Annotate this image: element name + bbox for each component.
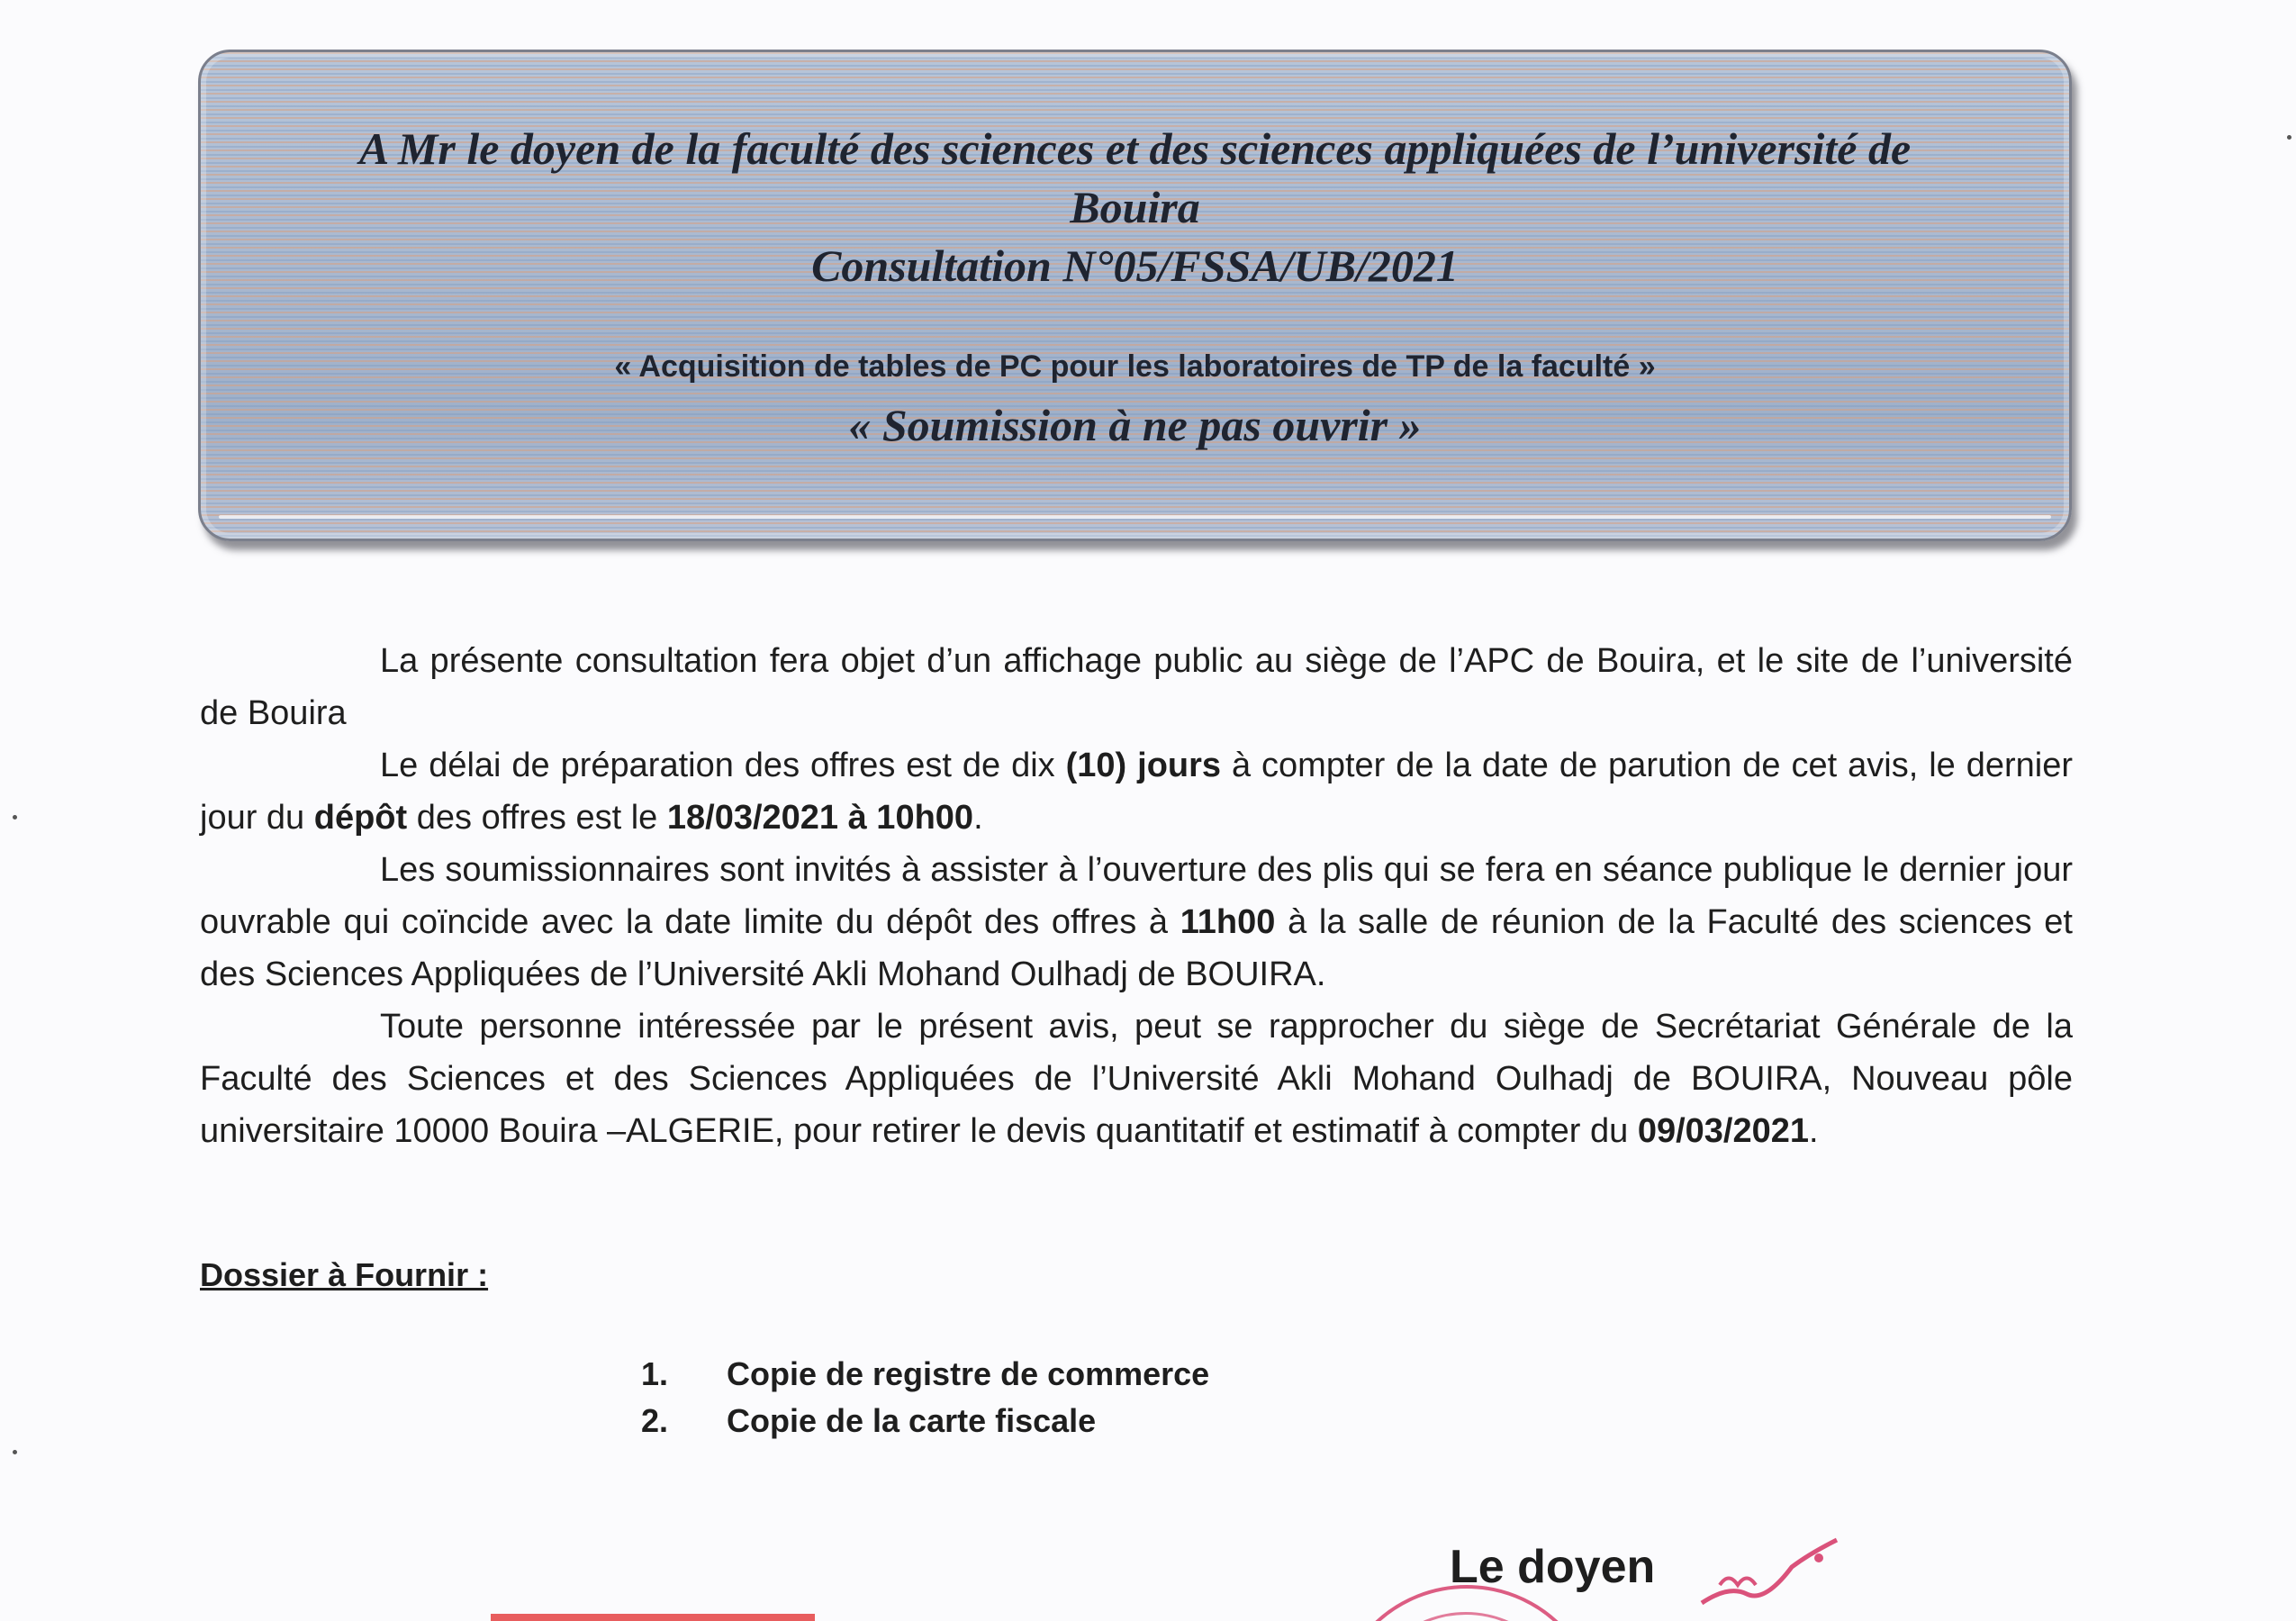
paragraph-deadline: Le délai de préparation des offres est de dix (10) jours à compter de la date de parution de cet avis, le dernier jour du dépôt des offres est le 18/03/2021 à 10h00. (200, 747, 2073, 837)
list-item: 1. Copie de registre de commerce (641, 1355, 1210, 1392)
addressee-city: Bouira (1070, 182, 1200, 232)
scan-speck (13, 1450, 17, 1454)
required-documents-list (641, 1351, 1209, 1444)
header-banner (198, 50, 2072, 541)
notice-body (200, 635, 2073, 1157)
signature-title: Le doyen (1450, 1541, 1656, 1593)
paragraph-opening: Les soumissionnaires sont invités à assister à l’ouverture des plis qui se fera en séance publique le dernier jour ouvrable qui coïncide avec la date limite du dépôt des offres à 11h00 à la salle de réunion de la Faculté des sciences et des Sciences Appliquées de l’Université Akli Mohand Oulhadj de BOUIRA. (200, 851, 2073, 993)
list-item: 2. Copie de la carte fiscale (641, 1402, 1097, 1439)
paragraph-contact: Toute personne intéressée par le présent avis, peut se rapprocher du siège de Secrétariat Générale de la Faculté des Sciences et des Sciences Appliquées de l’Université Akli Mohand Oulhadj de BOUIRA, Nouveau pôle universitaire 10000 Bouira –ALGERIE, pour retirer le devis quantitatif et estimatif à compter du 09/03/2021. (200, 1008, 2073, 1150)
stamp-handwriting-icon (1693, 1531, 1846, 1612)
header-divider (219, 515, 2051, 519)
addressee-line: A Mr le doyen de la faculté des sciences et des sciences appliquées de l’université de (358, 123, 1912, 174)
dossier-heading: Dossier à Fournir : (200, 1256, 489, 1293)
do-not-open-mention: « Soumission à ne pas ouvrir » (848, 400, 1422, 450)
consultation-number: Consultation N°05/FSSA/UB/2021 (811, 240, 1459, 291)
paragraph-publication: La présente consultation fera objet d’un affichage public au siège de l’APC de Bouira, et le site de l’université de Bouira (200, 642, 2073, 732)
scan-speck (2287, 135, 2291, 140)
stamp-mark (491, 1614, 815, 1621)
consultation-subject: « Acquisition de tables de PC pour les laboratoires de TP de la faculté » (614, 349, 1656, 384)
scan-speck (13, 815, 17, 820)
